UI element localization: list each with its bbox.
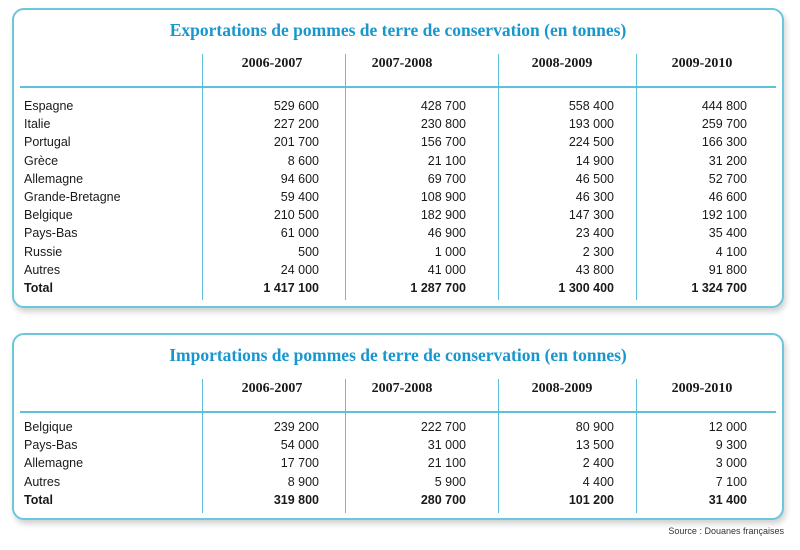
header-rule: [20, 411, 776, 413]
value-cell: 35 400: [708, 226, 747, 241]
value-cell: 21 100: [427, 456, 466, 471]
value-cell: 3 000: [715, 456, 747, 471]
value-cell: 2 400: [582, 456, 614, 471]
imports-table-title: Importations de pommes de terre de conservation (en tonnes): [169, 345, 627, 365]
value-cell: 558 400: [568, 99, 614, 113]
value-cell: 94 600: [280, 171, 319, 186]
value-cell: 444 800: [701, 99, 747, 113]
column-header-2008-2009: 2008-2009: [531, 56, 593, 71]
value-cell: 21 100: [427, 153, 466, 168]
value-cell: 13 500: [575, 438, 614, 453]
value-cell: 24 000: [280, 262, 319, 277]
row-label: Espagne: [24, 99, 74, 113]
row-label: Autres: [24, 262, 61, 277]
total-cell: 319 800: [273, 492, 319, 507]
total-cell: 101 200: [568, 492, 614, 507]
row-label: Pays-Bas: [24, 438, 78, 453]
row-label: Grande-Bretagne: [24, 190, 121, 204]
value-cell: 428 700: [420, 99, 466, 113]
value-cell: 69 700: [427, 171, 466, 186]
value-cell: 43 800: [575, 262, 614, 277]
row-label: Italie: [24, 117, 51, 132]
column-divider: [498, 54, 499, 300]
value-cell: 12 000: [708, 420, 747, 434]
imports-table-panel: [12, 333, 784, 520]
column-header-2009-2010: 2009-2010: [671, 56, 733, 71]
row-label: Allemagne: [24, 171, 84, 186]
value-cell: 156 700: [420, 135, 466, 150]
value-cell: 166 300: [701, 135, 747, 150]
total-cell: 31 400: [708, 492, 747, 507]
total-cell: 1 300 400: [558, 281, 614, 295]
value-cell: 193 000: [568, 117, 614, 132]
column-divider: [202, 54, 203, 300]
total-cell: 280 700: [420, 492, 466, 507]
column-header-2006-2007: 2006-2007: [241, 56, 303, 71]
value-cell: 1 000: [434, 244, 466, 259]
value-cell: 9 300: [715, 438, 747, 453]
value-cell: 41 000: [427, 262, 466, 277]
row-label: Allemagne: [24, 456, 84, 471]
value-cell: 8 600: [287, 153, 319, 168]
row-label: Grèce: [24, 153, 59, 168]
value-cell: 529 600: [273, 99, 319, 113]
row-label: Russie: [24, 244, 63, 259]
value-cell: 230 800: [420, 117, 466, 132]
value-cell: 52 700: [708, 171, 747, 186]
source-note: Source : Douanes françaises: [668, 526, 784, 536]
value-cell: 147 300: [568, 208, 614, 223]
row-label: Belgique: [24, 420, 73, 434]
value-cell: 31 000: [427, 438, 466, 453]
row-label: Portugal: [24, 135, 71, 150]
value-cell: 182 900: [420, 208, 466, 223]
value-cell: 239 200: [273, 420, 319, 434]
column-divider: [345, 379, 346, 513]
column-divider: [498, 379, 499, 513]
value-cell: 46 900: [427, 226, 466, 241]
value-cell: 31 200: [708, 153, 747, 168]
column-header-2008-2009: 2008-2009: [531, 381, 593, 396]
value-cell: 54 000: [280, 438, 319, 453]
value-cell: 61 000: [280, 226, 319, 241]
row-label: Pays-Bas: [24, 226, 78, 241]
column-header-2007-2008: 2007-2008: [371, 381, 433, 396]
value-cell: 46 600: [708, 190, 747, 204]
value-cell: 210 500: [273, 208, 319, 223]
value-cell: 8 900: [287, 474, 319, 489]
value-cell: 259 700: [701, 117, 747, 132]
column-divider: [345, 54, 346, 300]
value-cell: 222 700: [420, 420, 466, 434]
value-cell: 500: [298, 244, 319, 259]
total-cell: 1 324 700: [691, 281, 747, 295]
value-cell: 224 500: [568, 135, 614, 150]
value-cell: 14 900: [575, 153, 614, 168]
value-cell: 17 700: [280, 456, 319, 471]
value-cell: 23 400: [575, 226, 614, 241]
value-cell: 59 400: [280, 190, 319, 204]
value-cell: 7 100: [715, 474, 747, 489]
total-label: Total: [24, 281, 53, 295]
exports-table-panel: [12, 8, 784, 308]
value-cell: 192 100: [701, 208, 747, 223]
row-label: Autres: [24, 474, 61, 489]
column-header-2007-2008: 2007-2008: [371, 56, 433, 71]
value-cell: 2 300: [582, 244, 614, 259]
value-cell: 46 300: [575, 190, 614, 204]
total-cell: 1 287 700: [410, 281, 466, 295]
value-cell: 5 900: [434, 474, 466, 489]
value-cell: 46 500: [575, 171, 614, 186]
value-cell: 4 400: [582, 474, 614, 489]
column-divider: [202, 379, 203, 513]
total-label: Total: [24, 492, 53, 507]
value-cell: 201 700: [273, 135, 319, 150]
header-rule: [20, 86, 776, 88]
value-cell: 91 800: [708, 262, 747, 277]
value-cell: 108 900: [420, 190, 466, 204]
column-header-2009-2010: 2009-2010: [671, 381, 733, 396]
exports-table-title: Exportations de pommes de terre de conservation (en tonnes): [169, 20, 627, 40]
value-cell: 4 100: [715, 244, 747, 259]
value-cell: 80 900: [575, 420, 614, 434]
column-header-2006-2007: 2006-2007: [241, 381, 303, 396]
value-cell: 227 200: [273, 117, 319, 132]
total-cell: 1 417 100: [263, 281, 319, 295]
row-label: Belgique: [24, 208, 73, 223]
